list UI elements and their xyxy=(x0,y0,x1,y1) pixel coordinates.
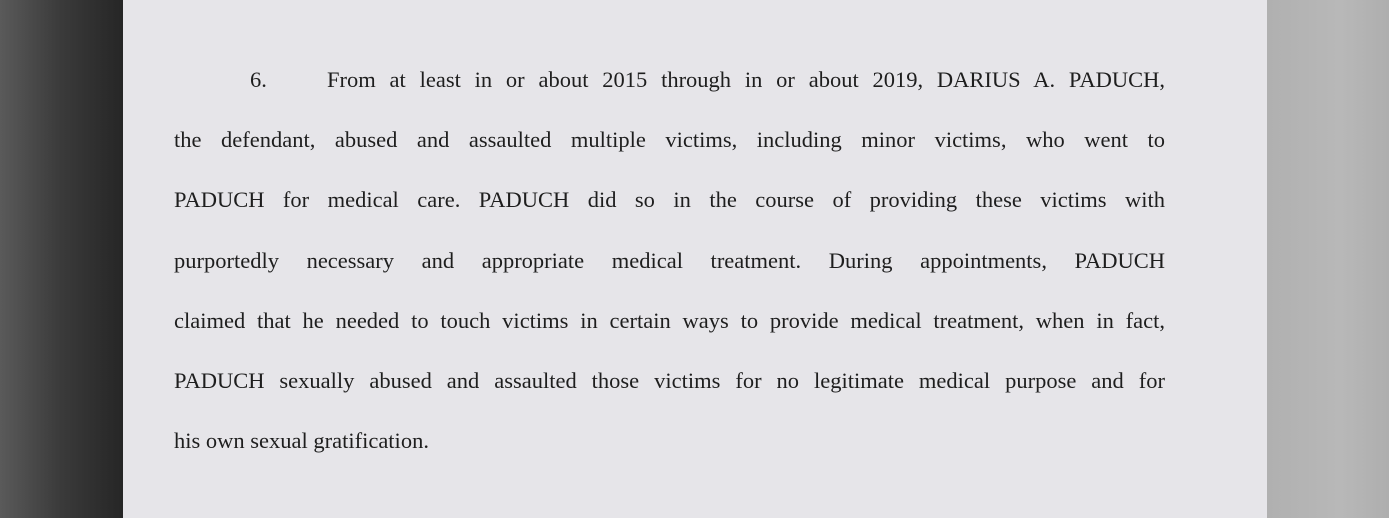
paragraph-line-6: PADUCH sexually abused and assaulted those victims for no legitimate medical purpose and for xyxy=(174,368,1165,393)
paragraph-line-4: purportedly necessary and appropriate medical treatment. During appointments, PADUCH xyxy=(174,248,1165,273)
background-right xyxy=(1267,0,1389,518)
paragraph-line-7: his own sexual gratification. xyxy=(174,428,429,453)
paragraph-number: 6. xyxy=(250,67,267,92)
paragraph-line-3: PADUCH for medical care. PADUCH did so in the course of providing these victims with xyxy=(174,187,1165,212)
paragraph-line-5: claimed that he needed to touch victims in certain ways to provide medical treatment, when in fact, xyxy=(174,308,1165,333)
paragraph-line-2: the defendant, abused and assaulted multiple victims, including minor victims, who went to xyxy=(174,127,1165,152)
paragraph-line-1: From at least in or about 2015 through in or about 2019, DARIUS A. PADUCH, xyxy=(327,67,1165,92)
dark-background-left xyxy=(0,0,123,518)
